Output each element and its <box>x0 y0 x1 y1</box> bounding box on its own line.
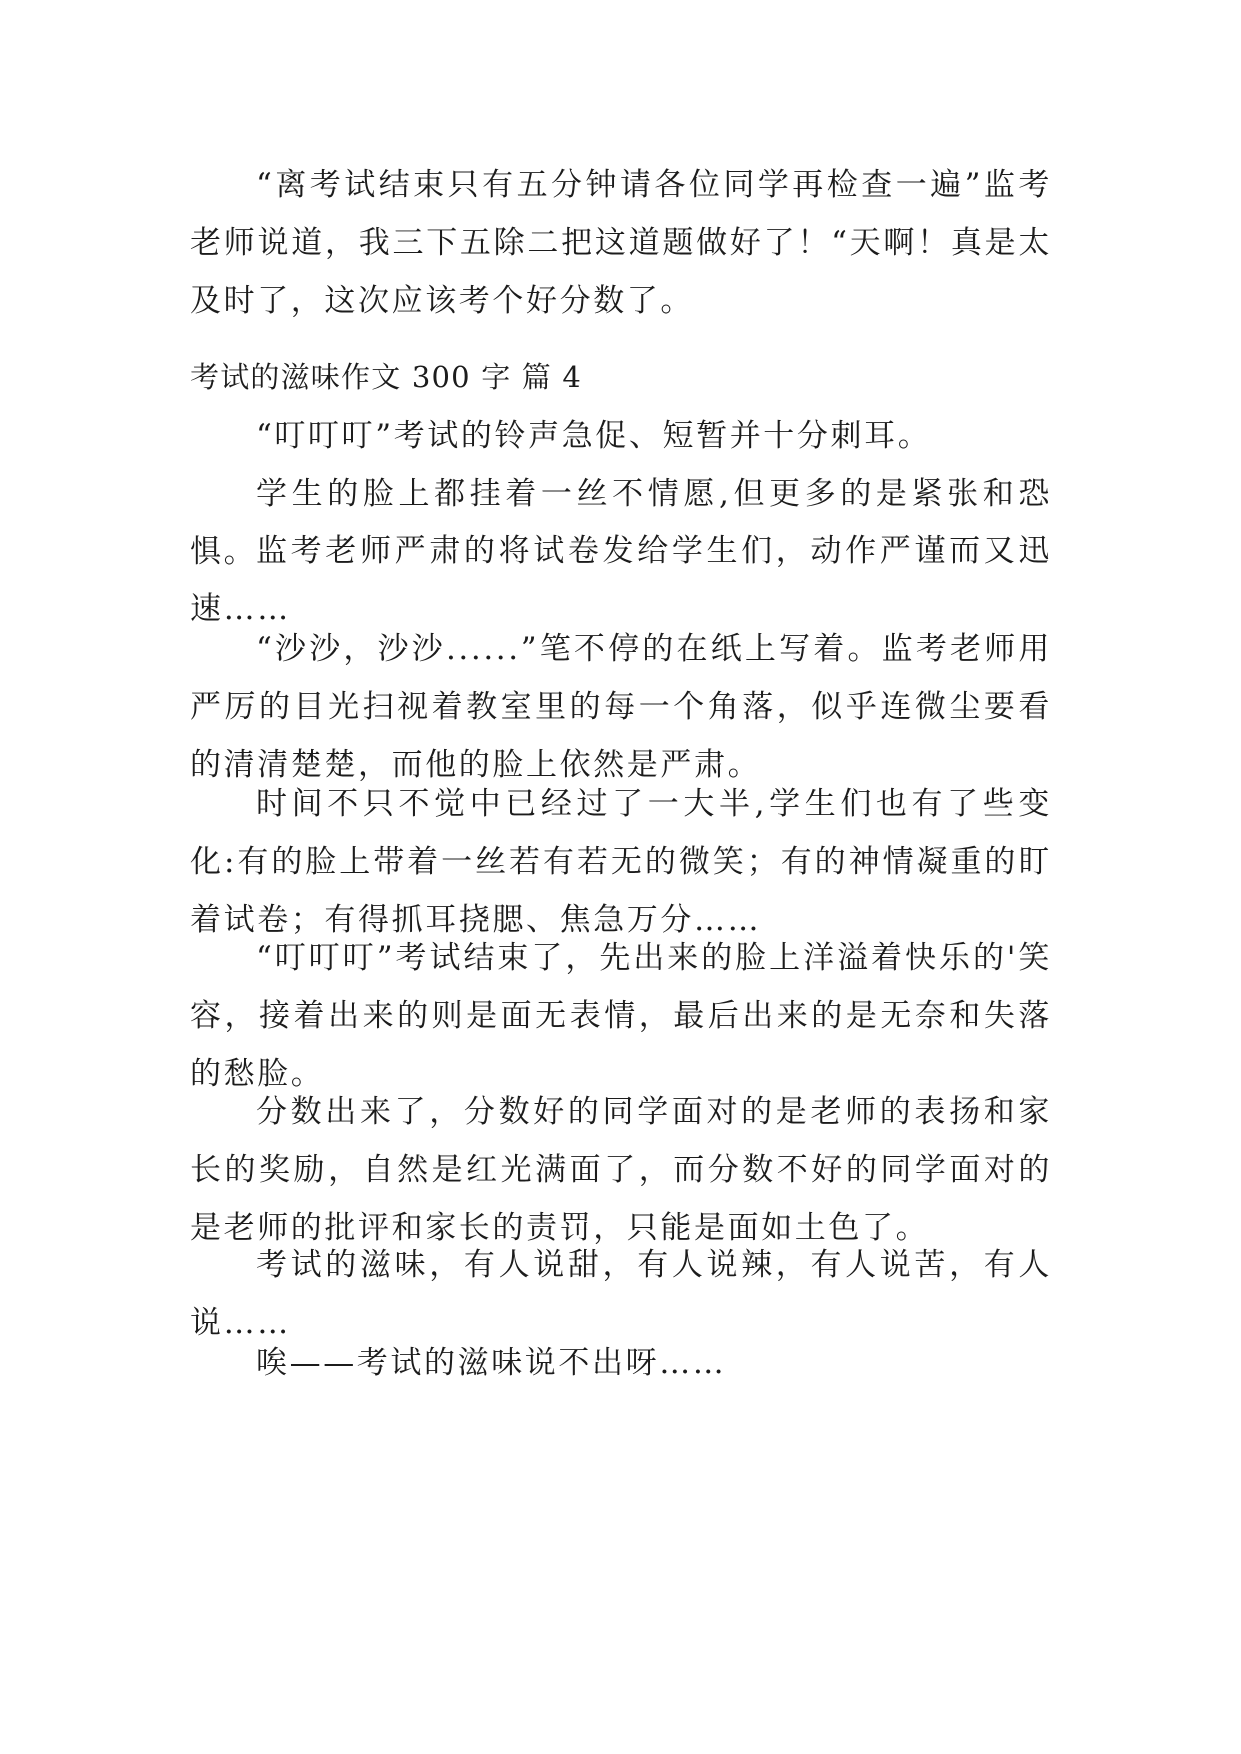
paragraph-teacher-hands-out: 监考老师严肃的将试卷发给学生们，动作严谨而又迅速…… <box>190 533 1052 627</box>
paragraph-scores-out: 分数出来了，分数好的同学面对的是老师的表扬和家长的奖励，自然是红光满面了，而分数不好的同学面对的是老师的批评和家长的责罚，只能是面如土色了。 <box>190 1094 1052 1246</box>
paragraph-taste-of-exam: 考试的滋味，有人说甜，有人说辣，有人说苦，有人说…… <box>190 1247 1052 1341</box>
paragraph-bell-rings: “叮叮叮”考试的铃声急促、短暂并十分刺耳。 <box>256 418 932 454</box>
section-heading: 考试的滋味作文 300 字 篇 4 <box>190 360 583 394</box>
paragraph-closing-sigh: 唉——考试的滋味说不出呀…… <box>256 1345 727 1381</box>
intro-paragraph: “离考试结束只有五分钟请各位同学再检查一遍”监考老师说道，我三下五除二把这道题做好了！“天啊！真是太及时了，这次应该考个好分数了。 <box>190 167 1052 319</box>
paragraph-pens-writing: “沙沙，沙沙......”笔不停的在纸上写着。监考老师用严厉的目光扫视着教室里的每一个角落，似乎连微尘要看的清清楚楚，而他的脸上依然是严肃。 <box>190 631 1052 783</box>
paragraph-exam-ends: “叮叮叮”考试结束了，先出来的脸上洋溢着快乐的'笑容，接着出来的则是面无表情，最后出来的是无奈和失落的愁脸。 <box>190 940 1052 1092</box>
paragraph-students-faces: 学生的脸上都挂着一丝不情愿,但更多的是紧张和恐惧。 <box>190 476 1052 570</box>
paragraph-time-passes: 时间不只不觉中已经过了一大半,学生们也有了些变化:有的脸上带着一丝若有若无的微笑；有的神情凝重的盯着试卷；有得抓耳挠腮、焦急万分…… <box>190 786 1052 938</box>
